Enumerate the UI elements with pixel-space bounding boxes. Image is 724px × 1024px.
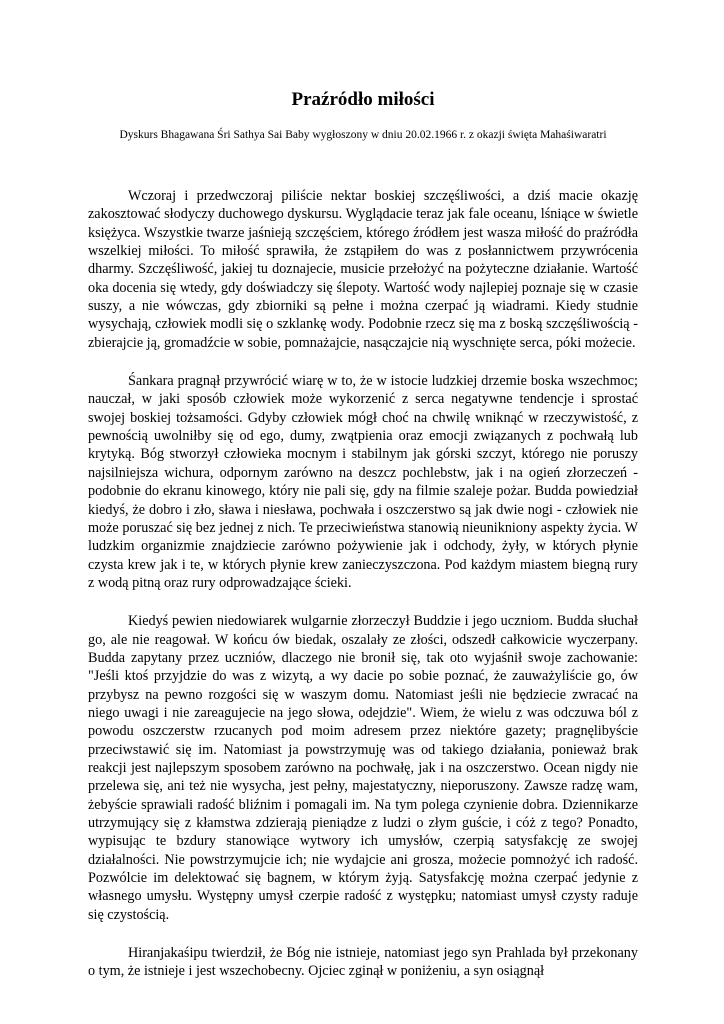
paragraph-2: Śankara pragnął przywrócić wiarę w to, że w istocie ludzkiej drzemie boska wszechmoc; nauczał, w jaki sposób człowiek może wykorzenić z serca negatywne tendencje i sprostać swojej boskiej tożsamości. Gdyby człowiek mógł choć na chwilę wniknąć w rzeczywistość, z pewnością uwolniłby się od ego, dumy, zwątpienia oraz emocji związanych z pochwałą lub krytyką. Bóg stworzył człowieka mocnym i stabilnym jak górski szczyt, którego nie poruszy najsilniejsza wichura, odpornym zarówno na deszcz pochlebstw, jak i na ogień złorzeczeń - podobnie do ekranu kinowego, który nie pali się, gdy na filmie szaleje pożar. Budda powiedział kiedyś, że dobro i zło, sława i niesława, pochwała i oszczerstwo są jak dwie nogi - człowiek nie może poruszać się bez jednej z nich. Te przeciwieństwa stanowią nieunikniony aspekty życia. W ludzkim organizmie znajdziecie zarówno pożywienie jak i odchody, żyły, w których płynie czysta krew jak i te, w których płynie krew zanieczyszczona. Pod każdym miastem biegną rury z wodą pitną oraz rury odprowadzające ścieki. — [88, 373, 638, 591]
paragraph-4: Hiranjakaśipu twierdził, że Bóg nie istnieje, natomiast jego syn Prahlada był przekonany o tym, że istnieje i jest wszechobecny. Ojciec zginął w poniżeniu, a syn osiągnął — [88, 945, 638, 980]
document-title: Praźródło miłości — [291, 89, 435, 110]
document-subtitle: Dyskurs Bhagawana Śri Sathya Sai Baby wygłoszony w dniu 20.02.1966 r. z okazji święta Mahaśiwaratri — [119, 129, 607, 141]
paragraph-3: Kiedyś pewien niedowiarek wulgarnie złorzeczył Buddzie i jego uczniom. Budda słuchał go, ale nie reagował. W końcu ów biedak, oszalały ze złości, odszedł całkowicie wyczerpany. Budda zapytany przez uczniów, dlaczego nie bronił się, tak oto wyjaśnił swoje zachowanie: "Jeśli ktoś przyjdzie do was z wizytą, a wy dacie po sobie poznać, że zauważyliście go, ów przybysz na pewno rozgości się w waszym domu. Natomiast jeśli nie będziecie zwracać na niego uwagi i nie zareagujecie na jego słowa, odejdzie". Wiem, że wielu z was odczuwa ból z powodu oszczerstw rzucanych pod moim adresem przez niektóre gazety; pragnęlibyście przeciwstawić się im. Natomiast ja powstrzymuję was od takiego działania, ponieważ brak reakcji jest najlepszym sposobem zarówno na pochwałę, jak i na oszczerstwo. Ocean nigdy nie przelewa się, ani też nie wysycha, jest pełny, majestatyczny, nieporuszony. Zawsze radzę wam, żebyście sprawiali radość bliźnim i pomagali im. Na tym polega czynienie dobra. Dziennikarze utrzymujący się z kłamstwa zdzierają pieniądze z ludzi o złym guście, i cóż z tego? Ponadto, wypisując te bzdury stanowiące wytwory ich umysłów, czerpią satysfakcję ze swojej działalności. Nie powstrzymujcie ich; nie wydajcie ani grosza, możecie pomnożyć ich radość. Pozwólcie im delektować się bagnem, w którym żyją. Satysfakcję można czerpać jedynie z własnego umysłu. Występny umysł czerpie radość z występku; natomiast umysł czysty raduje się czystością. — [88, 613, 638, 923]
document-body — [88, 187, 638, 1001]
paragraph-1: Wczoraj i przedwczoraj piliście nektar boskiej szczęśliwości, a dziś macie okazję zakosztować słodyczy duchowego dyskursu. Wyglądacie teraz jak fale oceanu, lśniące w świetle księżyca. Wszystkie twarze jaśnieją szczęściem, którego źródłem jest wasza miłość do praźródła wszelkiej miłości. To miłość sprawiła, że zstąpiłem do was z posłannictwem przywrócenia dharmy. Szczęśliwość, jakiej tu doznajecie, musicie przełożyć na pożyteczne działanie. Wartość oka docenia się wtedy, gdy doświadczy się ślepoty. Wartość wody najlepiej poznaje się w czasie suszy, a nie wówczas, gdy zbiorniki są pełne i można czerpać ją wiadrami. Kiedy studnie wysychają, człowiek modli się o szklankę wody. Podobnie rzecz się ma z boską szczęśliwością - zbierajcie ją, gromadźcie w sobie, pomnażajcie, nasączajcie nią wyschnięte serca, póki możecie. — [88, 188, 638, 351]
